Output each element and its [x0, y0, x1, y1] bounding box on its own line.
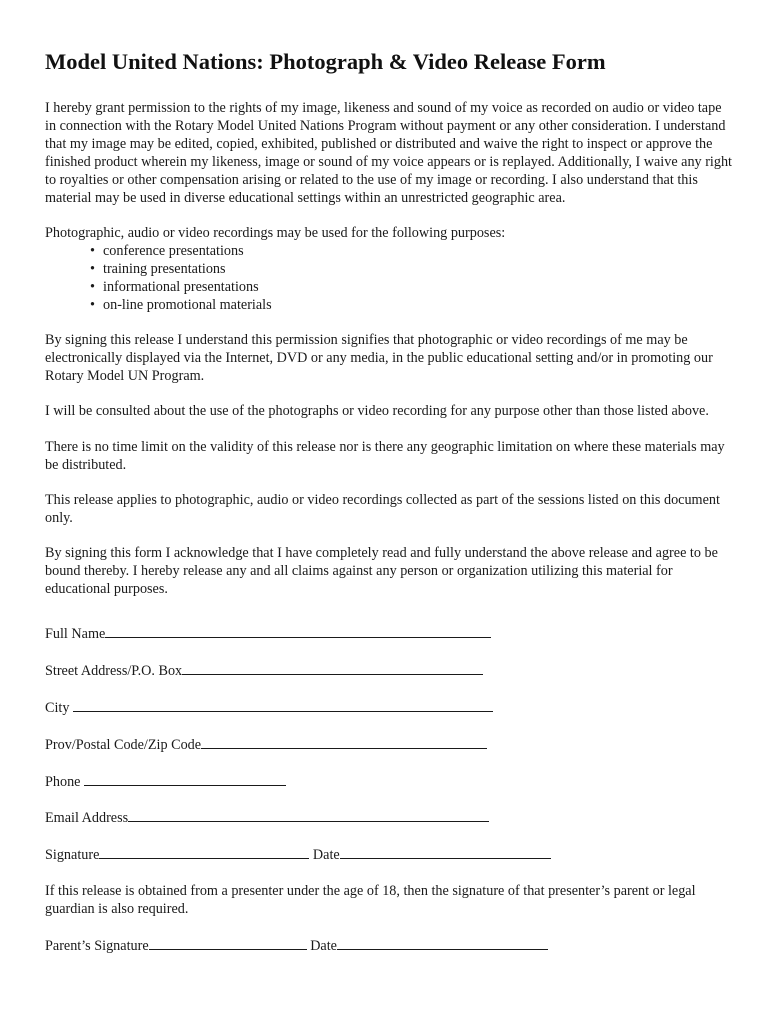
full-name-input[interactable]	[105, 625, 491, 638]
date-label: Date	[312, 847, 340, 864]
parent-date-input[interactable]	[337, 937, 548, 950]
list-item: • informational presentations	[90, 279, 735, 297]
consulted-paragraph: I will be consulted about the use of the photographs or video recording for any purpose other than those listed above.	[45, 403, 709, 420]
under-18-paragraph: If this release is obtained from a presenter under the age of 18, then the signature of that presenter’s parent or legal guardian is also required.	[45, 882, 696, 917]
city-label: City	[45, 699, 70, 716]
applies-paragraph: This release applies to photographic, audio or video recordings collected as part of the sessions listed on this document only.	[45, 491, 720, 526]
street-input[interactable]	[182, 662, 483, 675]
email-label: Email Address	[45, 810, 129, 827]
phone-label: Phone	[45, 773, 81, 790]
acknowledge-paragraph: By signing this form I acknowledge that I have completely read and fully understand the above release and agree to be bound thereby. I hereby release any and all claims against any person or organization utilizing this material for educational purposes.	[45, 545, 718, 598]
city-field	[45, 699, 735, 718]
parent-date-label: Date	[310, 937, 337, 954]
signing-paragraph: By signing this release I understand this permission signifies that photographic or video recordings of me may be electronically displayed via the Internet, DVD or any media, in the public educational setting and/or in promoting our Rotary Model UN Program.	[45, 331, 713, 384]
email-input[interactable]	[128, 809, 489, 822]
intro-paragraph: I hereby grant permission to the rights of my image, likeness and sound of my voice as recorded on audio or video tape in connection with the Rotary Model United Nations Program without payment or any other consideration. I understand that my image may be edited, copied, exhibited, published or distributed and waive the right to inspect or approve the finished product wherein my likeness, image or sound of my voice appears or is replayed. Additionally, I waive any right to royalties or other compensation arising or related to the use of my image or recording. I also understand that this material may be used in diverse educational settings within an unrestricted geographic area.	[45, 100, 732, 206]
postal-field	[45, 736, 735, 755]
phone-field	[45, 773, 735, 792]
purposes-list	[45, 243, 735, 315]
email-field	[45, 809, 735, 828]
signature-row	[45, 846, 735, 865]
signature-label: Signature	[45, 847, 100, 864]
signature-input[interactable]	[99, 846, 309, 859]
list-item: • on-line promotional materials	[90, 297, 735, 315]
parent-signature-row	[45, 937, 735, 956]
list-item: • conference presentations	[90, 243, 735, 261]
purposes-lead: Photographic, audio or video recordings may be used for the following purposes:	[45, 224, 506, 241]
list-item: • training presentations	[90, 261, 735, 279]
date-input[interactable]	[340, 846, 551, 859]
parent-signature-input[interactable]	[149, 937, 307, 950]
phone-input[interactable]	[84, 773, 286, 786]
no-limit-paragraph: There is no time limit on the validity of this release nor is there any geographic limitation on where these materials may be distributed.	[45, 438, 725, 473]
full-name-label: Full Name	[45, 625, 106, 642]
street-field	[45, 662, 735, 681]
full-name-field	[45, 625, 735, 644]
parent-signature-label: Parent’s Signature	[45, 937, 149, 954]
street-label: Street Address/P.O. Box	[45, 662, 183, 679]
city-input[interactable]	[73, 699, 493, 712]
page-title: Model United Nations: Photograph & Video Release Form	[45, 49, 606, 74]
release-form-page	[45, 47, 735, 956]
postal-input[interactable]	[201, 736, 487, 749]
postal-label: Prov/Postal Code/Zip Code	[45, 736, 202, 753]
